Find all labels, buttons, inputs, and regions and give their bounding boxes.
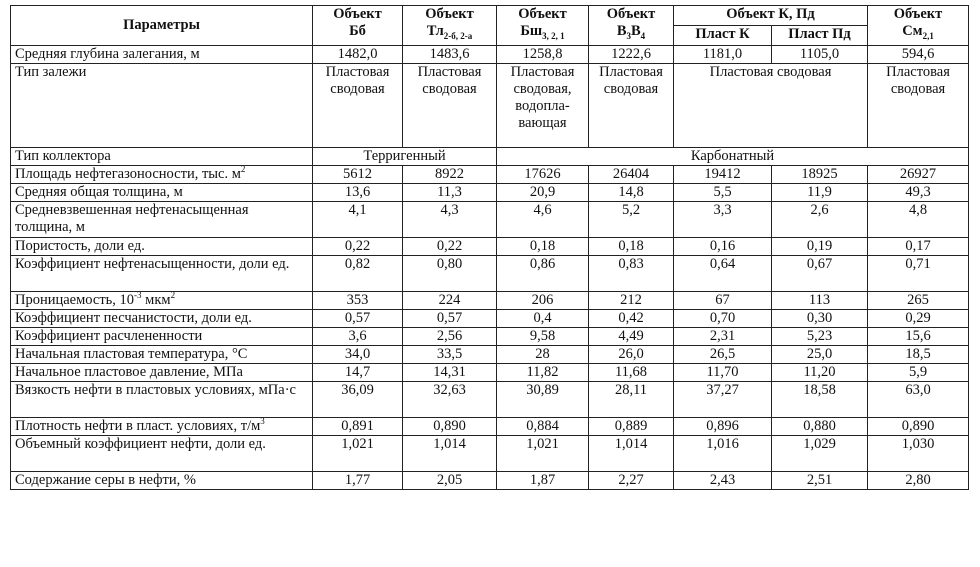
cell: 11,70: [674, 364, 772, 382]
row-label: Средняя глубина залегания, м: [11, 46, 313, 64]
cell: 1,030: [868, 436, 969, 472]
cell: Карбонатный: [497, 148, 969, 166]
cell: 0,22: [403, 238, 497, 256]
cell: 353: [313, 292, 403, 310]
cell: 37,27: [674, 382, 772, 418]
cell: Пластовая сводовая, водопла-вающая: [497, 64, 589, 148]
cell: 26927: [868, 166, 969, 184]
row-type: [11, 64, 969, 148]
cell: 9,58: [497, 328, 589, 346]
cell: 5,23: [772, 328, 868, 346]
cell: 5612: [313, 166, 403, 184]
cell: 0,42: [589, 310, 674, 328]
cell: 4,49: [589, 328, 674, 346]
row-label: Содержание серы в нефти, %: [11, 472, 313, 490]
cell: 28: [497, 346, 589, 364]
row-press: [11, 364, 969, 382]
cell: 4,6: [497, 202, 589, 238]
cell: 1,016: [674, 436, 772, 472]
cell: 0,880: [772, 418, 868, 436]
cell: 1,029: [772, 436, 868, 472]
cell: 0,64: [674, 256, 772, 292]
cell: 1,87: [497, 472, 589, 490]
row-volcoef: [11, 436, 969, 472]
row-label: Пористость, доли ед.: [11, 238, 313, 256]
cell: 33,5: [403, 346, 497, 364]
cell: 1222,6: [589, 46, 674, 64]
col-tl-header: Объект $Тл_{2-б, 2-а}$: [403, 6, 497, 46]
cell: 2,80: [868, 472, 969, 490]
cell: 2,51: [772, 472, 868, 490]
cell: 0,896: [674, 418, 772, 436]
cell: 0,884: [497, 418, 589, 436]
cell: 11,82: [497, 364, 589, 382]
cell: Пластовая сводовая: [589, 64, 674, 148]
cell: 13,6: [313, 184, 403, 202]
cell: 1,021: [313, 436, 403, 472]
cell: 4,8: [868, 202, 969, 238]
row-label: Объемный коэффициент нефти, доли ед.: [11, 436, 313, 472]
row-depth: [11, 46, 969, 64]
col-bb-header: Объект Бб: [313, 6, 403, 46]
cell: 11,20: [772, 364, 868, 382]
cell: 63,0: [868, 382, 969, 418]
col-bsh-header: Объект $Бш_{3, 2, 1}$: [497, 6, 589, 46]
col-plast-pd-header: Пласт Пд: [772, 26, 868, 46]
row-label: Начальное пластовое давление, МПа: [11, 364, 313, 382]
cell: 0,67: [772, 256, 868, 292]
cell: 2,27: [589, 472, 674, 490]
cell: 28,11: [589, 382, 674, 418]
cell: 2,6: [772, 202, 868, 238]
cell: 26,5: [674, 346, 772, 364]
cell: 2,43: [674, 472, 772, 490]
cell: 4,1: [313, 202, 403, 238]
header-row-1: [11, 6, 969, 26]
cell: 5,5: [674, 184, 772, 202]
cell: 32,63: [403, 382, 497, 418]
cell: 1,021: [497, 436, 589, 472]
cell: 1482,0: [313, 46, 403, 64]
cell: 11,9: [772, 184, 868, 202]
cell: 1181,0: [674, 46, 772, 64]
cell: 5,2: [589, 202, 674, 238]
cell: 36,09: [313, 382, 403, 418]
cell: 18,58: [772, 382, 868, 418]
cell: 0,889: [589, 418, 674, 436]
cell: 594,6: [868, 46, 969, 64]
row-porosity: [11, 238, 969, 256]
cell: 0,57: [403, 310, 497, 328]
cell: 0,17: [868, 238, 969, 256]
cell: 1258,8: [497, 46, 589, 64]
row-visc: [11, 382, 969, 418]
col-plast-k-header: Пласт К: [674, 26, 772, 46]
cell: 1105,0: [772, 46, 868, 64]
row-label: Коэффициент нефтенасыщенности, доли ед.: [11, 256, 313, 292]
col-kpd-header: Объект К, Пд: [674, 6, 868, 26]
row-temp: [11, 346, 969, 364]
cell: 14,8: [589, 184, 674, 202]
cell: 0,71: [868, 256, 969, 292]
cell: 2,05: [403, 472, 497, 490]
row-perm: [11, 292, 969, 310]
cell: 0,86: [497, 256, 589, 292]
cell: 18925: [772, 166, 868, 184]
row-satthick: [11, 202, 969, 238]
params-header: Параметры: [11, 6, 313, 46]
cell: 2,56: [403, 328, 497, 346]
row-label: Средневзвешенная нефтенасыщенная толщина, м: [11, 202, 313, 238]
row-thick: [11, 184, 969, 202]
cell: 0,22: [313, 238, 403, 256]
cell: 113: [772, 292, 868, 310]
cell: 0,16: [674, 238, 772, 256]
cell: 0,80: [403, 256, 497, 292]
cell: 265: [868, 292, 969, 310]
cell: 15,6: [868, 328, 969, 346]
cell: 2,31: [674, 328, 772, 346]
cell: 5,9: [868, 364, 969, 382]
cell: Терригенный: [313, 148, 497, 166]
row-label: Вязкость нефти в пластовых условиях, мПа·с: [11, 382, 313, 418]
cell: 49,3: [868, 184, 969, 202]
cell: 0,70: [674, 310, 772, 328]
cell: 3,3: [674, 202, 772, 238]
cell: Пластовая сводовая: [674, 64, 868, 148]
row-split: [11, 328, 969, 346]
cell: 0,18: [589, 238, 674, 256]
cell: 1483,6: [403, 46, 497, 64]
row-area: [11, 166, 969, 184]
cell: 19412: [674, 166, 772, 184]
cell: 1,77: [313, 472, 403, 490]
col-sm-header: Объект $См_{2,1}$: [868, 6, 969, 46]
cell: 0,29: [868, 310, 969, 328]
cell: 0,18: [497, 238, 589, 256]
cell: 0,82: [313, 256, 403, 292]
row-sand: [11, 310, 969, 328]
cell: 11,3: [403, 184, 497, 202]
cell: 11,68: [589, 364, 674, 382]
cell: 224: [403, 292, 497, 310]
row-label: Средняя общая толщина, м: [11, 184, 313, 202]
cell: 0,891: [313, 418, 403, 436]
row-label: Плотность нефти в пласт. условиях, $т/м^3$: [11, 418, 313, 436]
row-label: Коэффициент песчанистости, доли ед.: [11, 310, 313, 328]
row-oilsat: [11, 256, 969, 292]
cell: 8922: [403, 166, 497, 184]
cell: Пластовая сводовая: [313, 64, 403, 148]
cell: 14,7: [313, 364, 403, 382]
cell: 30,89: [497, 382, 589, 418]
parameters-table: [10, 5, 969, 490]
cell: 34,0: [313, 346, 403, 364]
cell: 1,014: [403, 436, 497, 472]
cell: 0,19: [772, 238, 868, 256]
cell: 0,83: [589, 256, 674, 292]
col-vv-header: Объект $В_3В_4$: [589, 6, 674, 46]
cell: 18,5: [868, 346, 969, 364]
cell: 26404: [589, 166, 674, 184]
row-label: Начальная пластовая температура, °С: [11, 346, 313, 364]
cell: 212: [589, 292, 674, 310]
row-label: Тип коллектора: [11, 148, 313, 166]
cell: 0,30: [772, 310, 868, 328]
row-label: Коэффициент расчлененности: [11, 328, 313, 346]
cell: 17626: [497, 166, 589, 184]
row-label: Проницаемость, $10^{-3}$ мкм$^2$: [11, 292, 313, 310]
cell: 4,3: [403, 202, 497, 238]
row-label: Площадь нефтегазоносности, тыс. $м^2$: [11, 166, 313, 184]
row-sulfur: [11, 472, 969, 490]
cell: 20,9: [497, 184, 589, 202]
cell: 0,57: [313, 310, 403, 328]
cell: 14,31: [403, 364, 497, 382]
cell: Пластовая сводовая: [403, 64, 497, 148]
cell: 1,014: [589, 436, 674, 472]
cell: Пластовая сводовая: [868, 64, 969, 148]
cell: 206: [497, 292, 589, 310]
row-collector: [11, 148, 969, 166]
cell: 26,0: [589, 346, 674, 364]
row-dens: [11, 418, 969, 436]
cell: 0,890: [403, 418, 497, 436]
cell: 3,6: [313, 328, 403, 346]
cell: 0,890: [868, 418, 969, 436]
cell: 67: [674, 292, 772, 310]
row-label: Тип залежи: [11, 64, 313, 148]
cell: 0,4: [497, 310, 589, 328]
cell: 25,0: [772, 346, 868, 364]
